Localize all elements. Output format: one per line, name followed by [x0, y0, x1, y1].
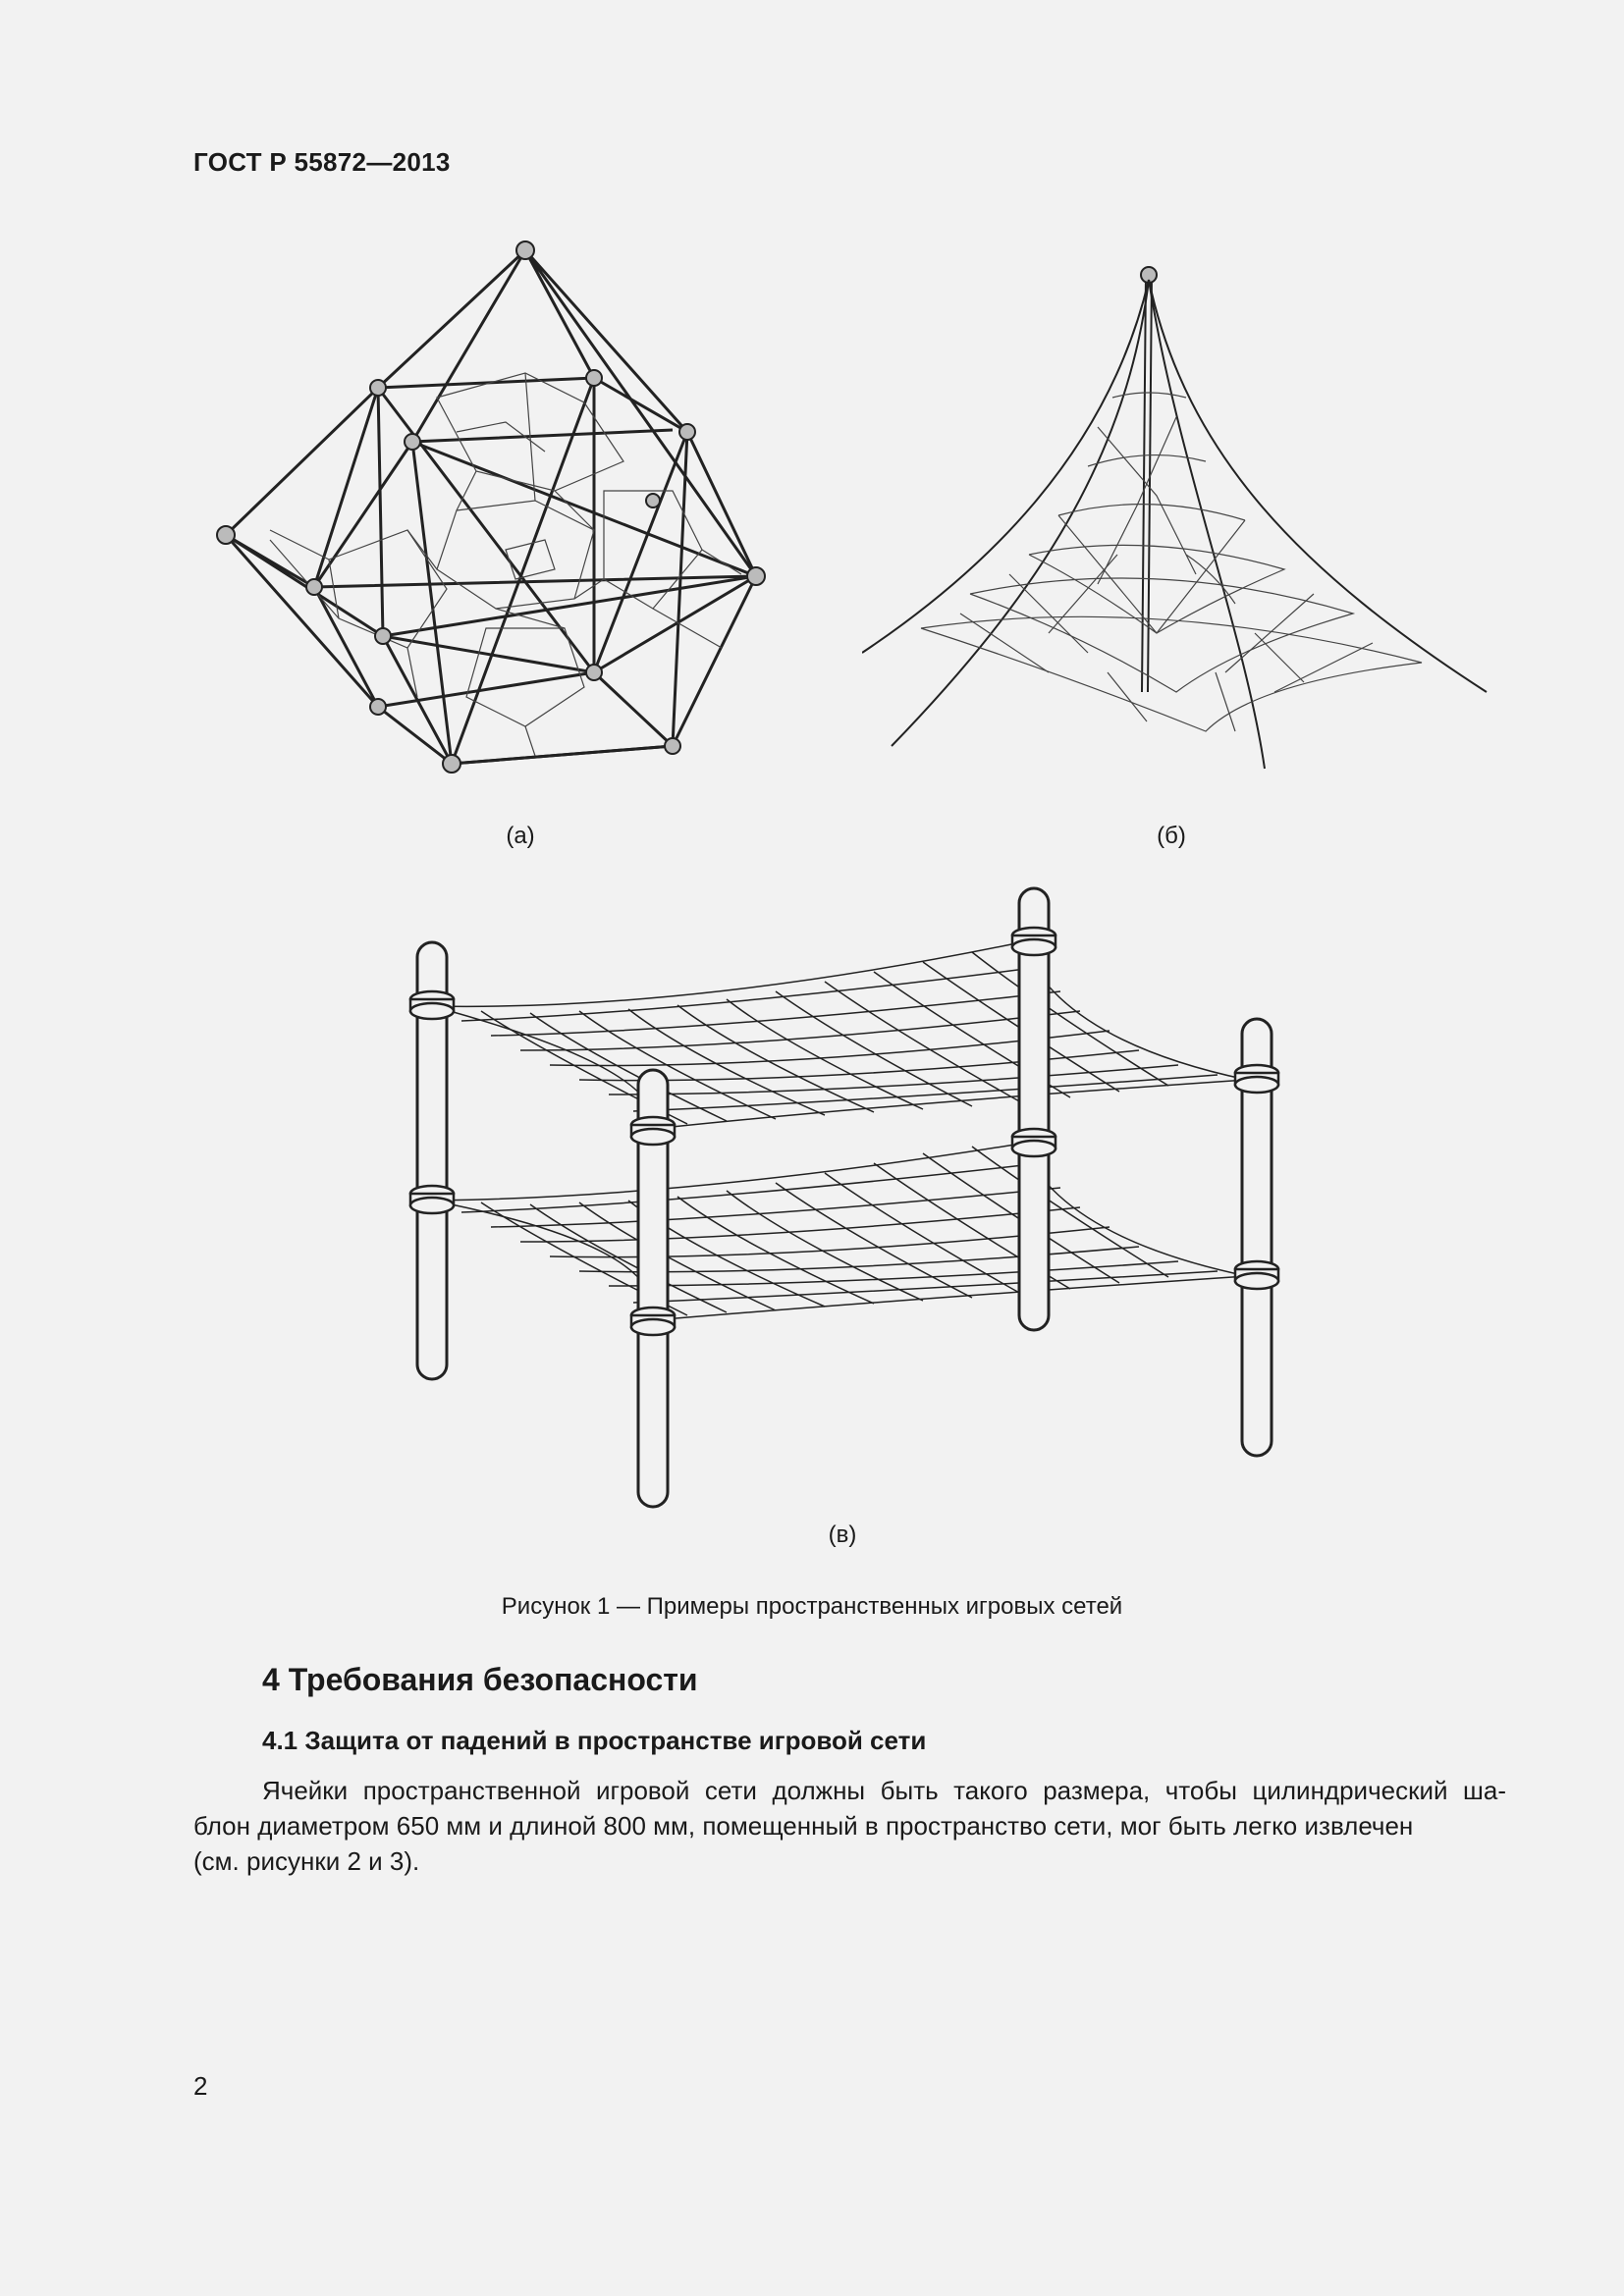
subsection-heading: 4.1 Защита от падений в пространстве игровой сети [262, 1726, 927, 1755]
figure-a-label: (а) [506, 823, 535, 849]
paragraph-line: блон диаметром 650 мм и длиной 800 мм, помещенный в пространство сети, мог быть легко извлечен [193, 1811, 1414, 1841]
section-heading: 4 Требования безопасности [262, 1662, 698, 1697]
figure-a-space-net-polyhedron [211, 236, 849, 785]
two-level-net-drawing [393, 874, 1296, 1512]
pyramid-drawing [862, 260, 1490, 780]
paragraph-line: Ячейки пространственной игровой сети должны быть такого размера, чтобы цилиндрический ша- [262, 1776, 1506, 1805]
paragraph-line: (см. рисунки 2 и 3). [193, 1846, 420, 1876]
figure-b-label: (б) [1157, 823, 1186, 849]
polyhedron-drawing [211, 236, 849, 785]
figure-b-space-net-pyramid [862, 260, 1490, 780]
figure-c-two-level-net [393, 874, 1296, 1512]
figure-caption: Рисунок 1 — Примеры пространственных игровых сетей [501, 1593, 1123, 1620]
document-header: ГОСТ Р 55872—2013 [193, 147, 451, 177]
body-paragraph [193, 1773, 1506, 1879]
page-number: 2 [193, 2071, 208, 2101]
figure-c-label: (в) [828, 1522, 857, 1548]
